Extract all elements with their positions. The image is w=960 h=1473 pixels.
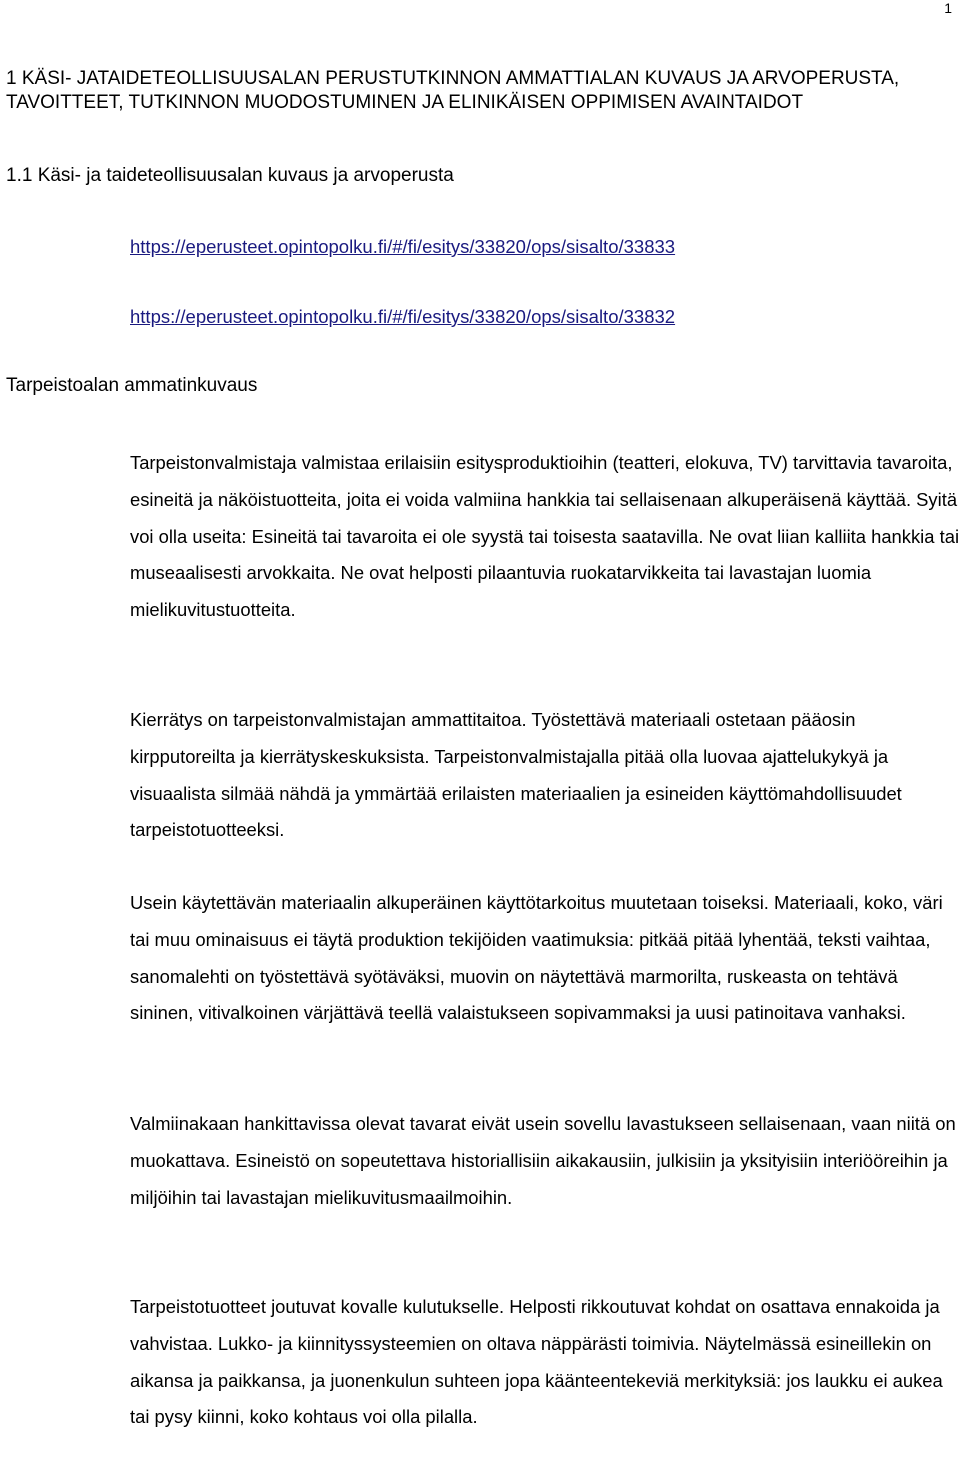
chapter-heading: 1 KÄSI- JATAIDETEOLLISUUSALAN PERUSTUTKINNON AMMATTIALAN KUVAUS JA ARVOPERUSTA, TAVOITTEET, TUTKINNON MUODOSTUMINEN JA ELINIKÄISEN OPPIMISEN AVAINTAIDOT: [6, 68, 900, 113]
paragraph-description: Tarpeistonvalmistaja valmistaa erilaisiin esitysproduktioihin (teatteri, elokuva, TV) tarvittavia tavaroita, esineitä ja näköistuotteita, joita ei voida valmiina hankkia tai sellaisenaan alkuperäisenä käyttää. Syitä voi olla useita: Esineitä tai tavaroita ei ole syystä tai toisesta saatavilla. Ne ovat liian kalliita hankkia tai museaalisesti arvokkaita. Ne ovat helposti pilaantuvia ruokatarvikkeita tai lavastajan luomia mielikuvitustuotteita.: [130, 452, 960, 621]
eperusteet-link-33833[interactable]: https://eperusteet.opintopolku.fi/#/fi/esitys/33820/ops/sisalto/33833: [130, 236, 676, 257]
eperusteet-link-33832[interactable]: https://eperusteet.opintopolku.fi/#/fi/esitys/33820/ops/sisalto/33832: [130, 306, 676, 327]
paragraph-recycling: Kierrätys on tarpeistonvalmistajan ammattitaitoa. Työstettävä materiaali ostetaan pääosin kirpputoreilta ja kierrätyskeskuksista. Tarpeistonvalmistajalla pitää olla luovaa ajattelukykyä ja visuaalista silmää nähdä ja ymmärtää erilaisten materiaalien ja esineiden käyttömahdollisuudet tarpeistotuotteeksi.: [130, 709, 902, 841]
paragraph-material-use: Usein käytettävän materiaalin alkuperäinen käyttötarkoitus muutetaan toiseksi. Materiaali, koko, väri tai muu ominaisuus ei täytä produktion tekijöiden vaatimuksia: pitkää pitää lyhentää, teksti vaihtaa, sanomalehti on työstettävä syötäväksi, muovin on näytettävä marmorilta, ruskeasta on tehtävä sininen, vitivalkoinen värjättävä teellä valaistukseen sopivammaksi ja uusi patinoitava vanhaksi.: [130, 892, 943, 1024]
paragraph-ready-items: Valmiinakaan hankittavissa olevat tavarat eivät usein sovellu lavastukseen sellaisenaan, vaan niitä on muokattava. Esineistö on sopeutettava historiallisiin aikakausiin, julkisiin ja yksityisiin interiööreihin ja miljöihin tai lavastajan mielikuvitusmaailmoihin.: [130, 1113, 956, 1208]
paragraph-durability: Tarpeistotuotteet joutuvat kovalle kulutukselle. Helposti rikkoutuvat kohdat on osattava ennakoida ja vahvistaa. Lukko- ja kiinnityssysteemien on oltava näppärästi toimivia. Näytelmässä esineillekin on aikansa ja paikkansa, ja juonenkulun suhteen jopa käänteentekeviä merkityksiä: jos laukku ei aukea tai pysy kiinni, koko kohtaus voi olla pilalla.: [130, 1296, 943, 1428]
section-subheading: 1.1 Käsi- ja taideteollisuusalan kuvaus ja arvoperusta: [6, 165, 454, 186]
section-title: Tarpeistoalan ammatinkuvaus: [6, 375, 258, 396]
page-number: 1: [944, 0, 952, 16]
